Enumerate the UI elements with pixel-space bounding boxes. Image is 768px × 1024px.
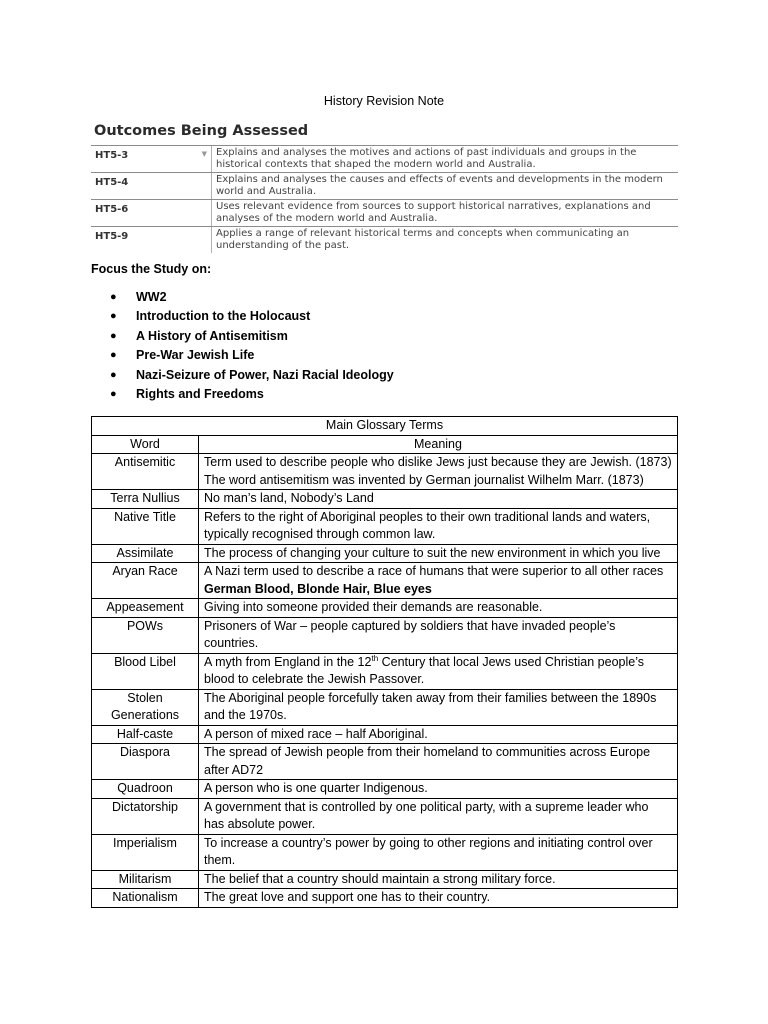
- glossary-word: Native Title: [92, 508, 199, 544]
- glossary-meaning: Giving into someone provided their demands are reasonable.: [199, 599, 678, 618]
- glossary-caption: Main Glossary Terms: [92, 417, 678, 436]
- column-header-word: Word: [92, 435, 199, 454]
- table-row: [92, 870, 678, 889]
- glossary-word: Dictatorship: [92, 798, 199, 834]
- glossary-meaning: To increase a country’s power by going to other regions and initiating control over them.: [199, 834, 678, 870]
- table-caption-row: [92, 417, 678, 436]
- list-item: ● WW2: [110, 290, 167, 304]
- outcome-code: HT5-3: [95, 150, 129, 161]
- glossary-meaning: The spread of Jewish people from their homeland to communities across Europe after AD72: [199, 744, 678, 780]
- glossary-meaning: Prisoners of War – people captured by soldiers that have invaded people’s countries.: [199, 617, 678, 653]
- table-row: [92, 544, 678, 563]
- dropdown-arrow-icon: ▼: [201, 150, 207, 158]
- outcome-row: [91, 173, 678, 200]
- table-row: [92, 744, 678, 780]
- glossary-meaning: A person who is one quarter Indigenous.: [199, 780, 678, 799]
- glossary-meaning: The Aboriginal people forcefully taken away from their families between the 1890s and the 1970s.: [199, 689, 678, 725]
- glossary-word: Quadroon: [92, 780, 199, 799]
- table-row: [92, 798, 678, 834]
- glossary-meaning: A myth from England in the 12th Century that local Jews used Christian people’s blood to celebrate the Jewish Passover.: [199, 653, 678, 689]
- table-row: [92, 599, 678, 618]
- table-row: [92, 490, 678, 509]
- table-row: [92, 454, 678, 490]
- outcome-description: Applies a range of relevant historical terms and concepts when communicating an understanding of the past.: [216, 228, 630, 251]
- glossary-meaning: The belief that a country should maintain a strong military force.: [199, 870, 678, 889]
- glossary-word: Diaspora: [92, 744, 199, 780]
- focus-label: Focus the Study on:: [91, 262, 212, 276]
- table-header-row: [92, 435, 678, 454]
- glossary-meaning: Term used to describe people who dislike Jews just because they are Jewish. (1873) The word antisemitism was invented by German journalist Wilhelm Marr. (1873): [199, 454, 678, 490]
- bullet-icon: ●: [110, 368, 117, 381]
- glossary-meaning: A person of mixed race – half Aboriginal.: [199, 725, 678, 744]
- bullet-icon: ●: [110, 329, 117, 342]
- outcome-description: Explains and analyses the motives and actions of past individuals and groups in the historical contexts that shaped the modern world and Australia.: [216, 147, 637, 170]
- column-header-meaning: Meaning: [199, 435, 678, 454]
- table-row: [92, 563, 678, 599]
- glossary-meaning: No man’s land, Nobody’s Land: [199, 490, 678, 509]
- outcomes-table: [91, 120, 678, 253]
- bullet-icon: ●: [110, 387, 117, 400]
- table-row: [92, 889, 678, 908]
- outcome-description: Uses relevant evidence from sources to support historical narratives, explanations and analyses of the modern world and Australia.: [216, 201, 651, 224]
- table-row: [92, 508, 678, 544]
- glossary-meaning: The great love and support one has to their country.: [199, 889, 678, 908]
- list-item: ● Introduction to the Holocaust: [110, 309, 311, 324]
- glossary-word: Antisemitic: [92, 454, 199, 490]
- table-row: [92, 780, 678, 799]
- list-item: ● Nazi-Seizure of Power, Nazi Racial Ideology: [110, 367, 394, 382]
- glossary-table: [91, 416, 678, 908]
- glossary-word: Imperialism: [92, 834, 199, 870]
- outcome-row: [91, 146, 678, 173]
- table-row: [92, 834, 678, 870]
- outcomes-heading: Outcomes Being Assessed: [91, 120, 678, 146]
- table-row: [92, 725, 678, 744]
- bullet-icon: ●: [110, 349, 117, 362]
- outcome-row: [91, 227, 678, 253]
- table-row: [92, 653, 678, 689]
- list-item: ● A History of Antisemitism: [110, 328, 288, 343]
- glossary-word: Aryan Race: [92, 563, 199, 599]
- glossary-meaning: A Nazi term used to describe a race of humans that were superior to all other races German Blood, Blonde Hair, Blue eyes: [199, 563, 678, 599]
- glossary-word: Blood Libel: [92, 653, 199, 689]
- list-item: ● Rights and Freedoms: [110, 386, 264, 401]
- table-row: [92, 689, 678, 725]
- page-title: History Revision Note: [323, 94, 445, 108]
- glossary-word: Half-caste: [92, 725, 199, 744]
- glossary-word: Stolen Generations: [92, 689, 199, 725]
- glossary-word: Assimilate: [92, 544, 199, 563]
- focus-list: [110, 290, 394, 406]
- glossary-word: Terra Nullius: [92, 490, 199, 509]
- glossary-word: POWs: [92, 617, 199, 653]
- glossary-meaning: Refers to the right of Aboriginal peoples to their own traditional lands and waters, typically recognised through common law.: [199, 508, 678, 544]
- glossary-word: Militarism: [92, 870, 199, 889]
- outcome-code: HT5-6: [91, 200, 212, 226]
- bullet-icon: ●: [110, 291, 117, 303]
- glossary-word: Nationalism: [92, 889, 199, 908]
- glossary-word: Appeasement: [92, 599, 199, 618]
- glossary-meaning: The process of changing your culture to suit the new environment in which you live: [199, 544, 678, 563]
- outcome-description: Explains and analyses the causes and effects of events and developments in the modern world and Australia.: [216, 174, 663, 197]
- outcome-code: HT5-9: [91, 227, 212, 253]
- glossary-meaning: A government that is controlled by one political party, with a supreme leader who has absolute power.: [199, 798, 678, 834]
- outcome-row: [91, 200, 678, 227]
- table-row: [92, 617, 678, 653]
- list-item: ● Pre-War Jewish Life: [110, 348, 255, 363]
- bullet-icon: ●: [110, 310, 117, 323]
- outcome-code: HT5-4: [91, 173, 212, 199]
